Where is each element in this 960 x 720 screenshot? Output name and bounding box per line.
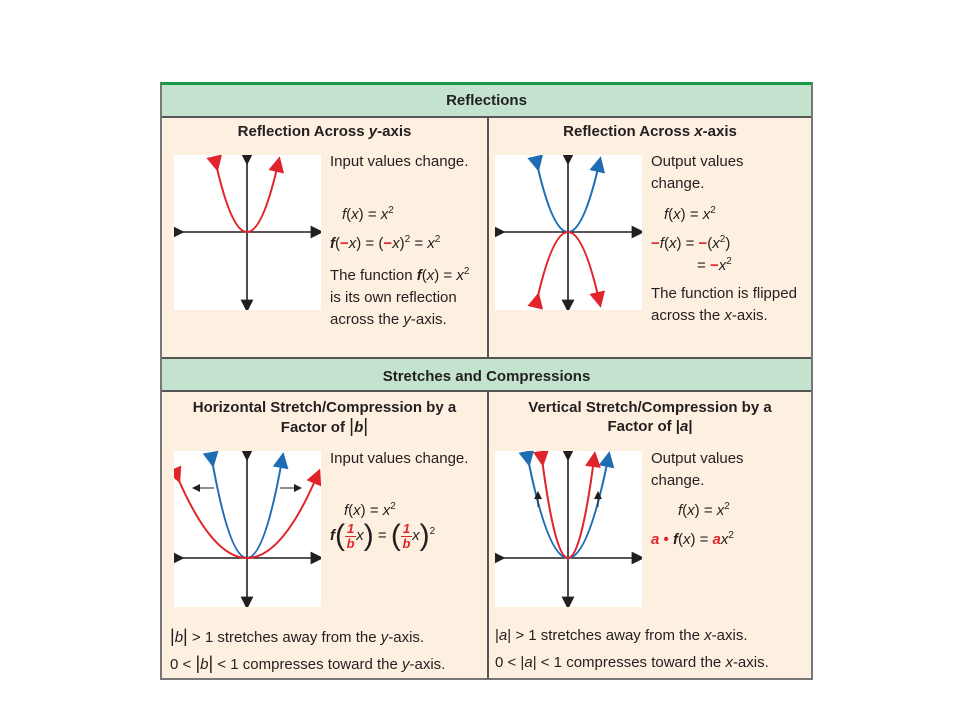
reflection-x-eq2: $-f(x) = -(x^2)$ [651,234,731,252]
reflection-y-eq2: $f(-x) = (-x)^2 = x^2$ [330,234,441,252]
reflection-x-note: The function is flipped across the x-axis. [651,285,797,324]
reflection-y-graph [174,155,321,310]
horizontal-stretch-desc: Input values change. [330,450,469,467]
horizontal-stretch-graph [174,451,321,607]
reflection-x-eq1: $f(x) = x^2$ [664,205,716,223]
horizontal-stretch-rule1: |b| > 1 stretches away from the y-axis. [170,626,425,646]
reflection-y-title: Reflection Across y-axis [237,123,412,140]
horizontal-stretch-rule2: 0 < |b| < 1 compresses toward the y-axis. [170,653,446,673]
reflection-x-desc: Output values change. [651,153,744,192]
horizontal-stretch-eq2: f( $\frac{1}{b}$ x) = ( $\frac{1}{b}$ x)$^2$ [330,519,436,552]
vertical-stretch-graph [495,451,642,607]
vertical-stretch-eq1: $f(x) = x^2$ [678,501,730,519]
vertical-stretch-rule1: |a| > 1 stretches away from the x-axis. [495,627,748,644]
transformations-panel [160,82,813,680]
reflection-y-note: The function $f(x) = x^2$ is its own reflection across the y-axis. [330,266,470,328]
reflection-x-graph [495,155,642,310]
horizontal-stretch-title: Horizontal Stretch/Compression by a Factor of |b| [192,399,457,437]
vertical-stretch-eq2: a • $f(x) = ax^2$ [651,530,734,548]
reflection-y-eq1: $f(x) = x^2$ [342,205,394,223]
column-divider-top [487,118,489,357]
vertical-stretch-rule2: 0 < |a| < 1 compresses toward the x-axis. [495,654,769,671]
reflections-header: Reflections [162,85,811,118]
stretches-header: Stretches and Compressions [162,357,811,392]
vertical-stretch-title: Vertical Stretch/Compression by a Factor of |a| [528,399,772,435]
vertical-stretch-desc: Output values change. [651,450,744,489]
horizontal-stretch-eq1: $f(x) = x^2$ [344,501,396,519]
reflection-x-title: Reflection Across x-axis [563,123,737,140]
reflection-x-eq3: = $-x^2$ [697,256,732,274]
reflection-y-desc: Input values change. [330,153,469,170]
